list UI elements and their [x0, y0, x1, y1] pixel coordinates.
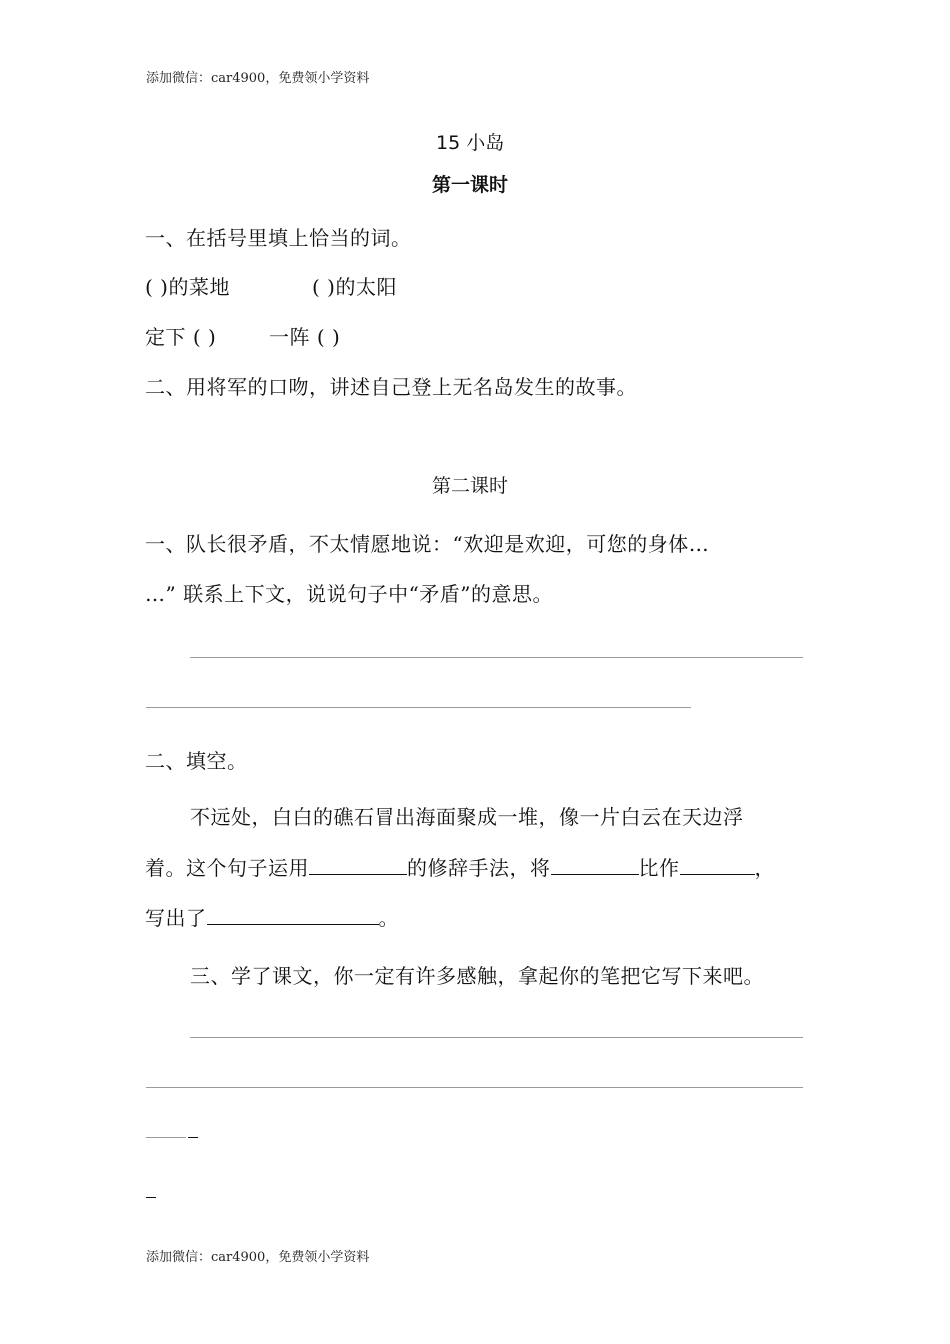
lesson-one-heading: 第一课时	[432, 174, 509, 196]
fill-blank-rhetoric[interactable]	[309, 856, 407, 875]
document-title: 15 小岛	[436, 132, 505, 154]
paragraph-text: ，	[754, 856, 775, 880]
paragraph-text: 的修辞手法，将	[407, 856, 551, 880]
answer-line[interactable]	[190, 1037, 803, 1038]
paragraph-text: 比作	[638, 856, 680, 880]
page-header: 添加微信：car4900，免费领小学资料	[146, 71, 370, 86]
paragraph-line-2	[145, 852, 775, 881]
answer-line[interactable]	[190, 657, 803, 658]
fill-blank-subject[interactable]	[551, 856, 639, 875]
paragraph-text: 着。这个句子运用	[145, 856, 309, 880]
blank-vegetable-field: ( )的菜地	[145, 275, 230, 299]
answer-line[interactable]	[146, 1137, 186, 1138]
lesson2-question-1-line2: …” 联系上下文，说说句子中“矛盾”的意思。	[145, 582, 554, 606]
answer-line-end-mark	[188, 1137, 198, 1138]
answer-line[interactable]	[146, 707, 691, 708]
answer-line-end-mark	[146, 1197, 156, 1198]
lesson2-question-2: 二、填空。	[145, 749, 248, 773]
paragraph-line-3	[145, 902, 399, 931]
fill-blank-effect[interactable]	[207, 906, 379, 925]
answer-line[interactable]	[146, 1087, 803, 1088]
paragraph-text: 。	[378, 906, 399, 930]
blank-yizhen: 一阵 ( )	[269, 325, 341, 349]
lesson-two-heading: 第二课时	[432, 475, 509, 497]
lesson1-question-2: 二、用将军的口吻，讲述自己登上无名岛发生的故事。	[145, 375, 637, 399]
paragraph-line-1: 不远处，白白的礁石冒出海面聚成一堆，像一片白云在天边浮	[190, 805, 744, 829]
blank-sun: ( )的太阳	[312, 275, 397, 299]
lesson2-question-3: 三、学了课文，你一定有许多感触，拿起你的笔把它写下来吧。	[190, 964, 764, 988]
lesson2-question-1-line1: 一、队长很矛盾，不太情愿地说：“欢迎是欢迎，可您的身体…	[145, 532, 710, 556]
blank-dingxia: 定下 ( )	[145, 325, 217, 349]
fill-blank-comparison[interactable]	[680, 856, 755, 875]
lesson1-question-1: 一、在括号里填上恰当的词。	[145, 226, 412, 250]
paragraph-text: 写出了	[145, 906, 207, 930]
page-footer: 添加微信：car4900，免费领小学资料	[146, 1250, 370, 1265]
